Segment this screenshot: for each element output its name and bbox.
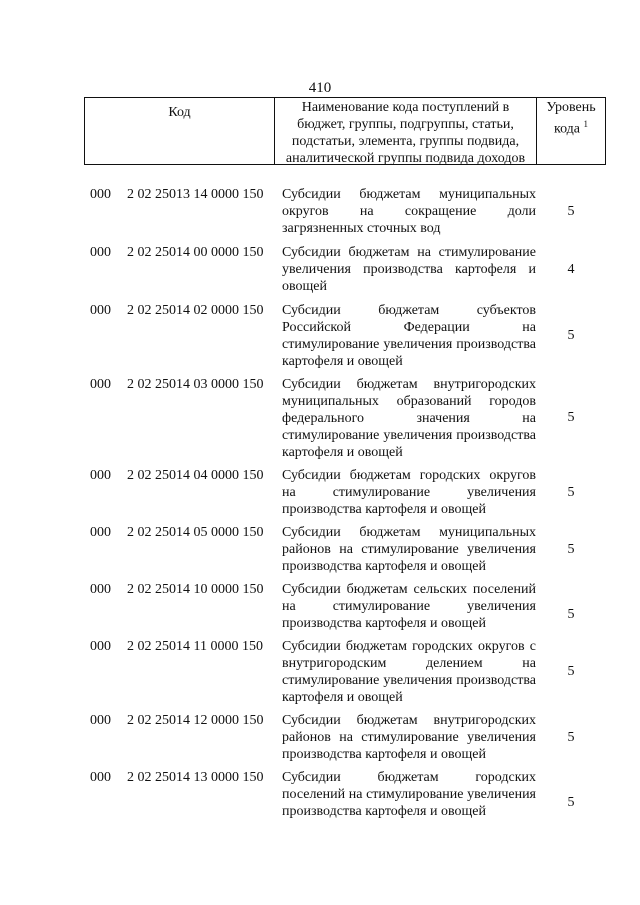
admin-code: 000 <box>90 525 111 540</box>
header-level-line <box>537 116 605 138</box>
income-name: Субсидии бюджетам субъектов Российской Федерации на стимулирование увеличения производства картофеля и овощей <box>282 303 536 369</box>
code-level: 5 <box>567 328 575 343</box>
admin-code: 000 <box>90 468 111 483</box>
table-row <box>0 376 640 461</box>
code-level: 5 <box>567 730 575 745</box>
admin-code: 000 <box>90 639 111 654</box>
admin-code: 000 <box>90 303 111 318</box>
table-row <box>0 302 640 370</box>
income-code: 2 02 25014 00 0000 150 <box>127 245 264 260</box>
income-name: Субсидии бюджетам городских округов на стимулирование увеличения производства картофеля и овощей <box>282 468 536 517</box>
admin-code: 000 <box>90 582 111 597</box>
income-name: Субсидии бюджетам муниципальных районов на стимулирование увеличения производства картофеля и овощей <box>282 525 536 574</box>
code-level: 5 <box>567 795 575 810</box>
table-row <box>0 244 640 295</box>
footnote-marker: 1 <box>583 119 589 129</box>
table-row <box>0 581 640 632</box>
income-code: 2 02 25014 10 0000 150 <box>127 582 264 597</box>
header-level <box>537 98 605 164</box>
income-code: 2 02 25014 04 0000 150 <box>127 468 264 483</box>
admin-code: 000 <box>90 713 111 728</box>
income-code: 2 02 25013 14 0000 150 <box>127 187 264 202</box>
code-level: 4 <box>567 262 575 277</box>
table-row <box>0 712 640 763</box>
income-code: 2 02 25014 02 0000 150 <box>127 303 264 318</box>
income-name: Субсидии бюджетам внутригородских муниципальных образований городов федерального значения на стимулирование увеличения производства картофеля и овощей <box>282 377 536 460</box>
table-row <box>0 186 640 237</box>
income-name: Субсидии бюджетам внутригородских районов на стимулирование увеличения производства картофеля и овощей <box>282 713 536 762</box>
admin-code: 000 <box>90 377 111 392</box>
income-name: Субсидии бюджетам на стимулирование увеличения производства картофеля и овощей <box>282 245 536 294</box>
income-name: Субсидии бюджетам городских округов с внутригородским делением на стимулирование увеличения производства картофеля и овощей <box>282 639 536 705</box>
header-name-line: аналитической группы подвида доходов <box>285 151 526 166</box>
header-name <box>275 98 537 164</box>
header-level-word: кода <box>553 121 581 137</box>
table-body <box>0 186 640 820</box>
admin-code: 000 <box>90 187 111 202</box>
income-name: Субсидии бюджетам муниципальных округов на сокращение доли загрязненных сточных вод <box>282 187 536 236</box>
table-header <box>84 97 606 165</box>
header-name-line: подстатьи, элемента, группы подвида, <box>291 134 520 149</box>
table-row <box>0 638 640 706</box>
admin-code: 000 <box>90 770 111 785</box>
income-code: 2 02 25014 13 0000 150 <box>127 770 264 785</box>
income-code: 2 02 25014 12 0000 150 <box>127 713 264 728</box>
income-name: Субсидии бюджетам сельских поселений на стимулирование увеличения производства картофеля и овощей <box>282 582 536 631</box>
header-level-line: Уровень <box>546 100 596 115</box>
income-code: 2 02 25014 05 0000 150 <box>127 525 264 540</box>
income-name: Субсидии бюджетам городских поселений на стимулирование увеличения производства картофеля и овощей <box>282 770 536 819</box>
code-level: 5 <box>567 542 575 557</box>
code-level: 5 <box>567 664 575 679</box>
admin-code: 000 <box>90 245 111 260</box>
code-level: 5 <box>567 410 575 425</box>
table-row <box>0 769 640 820</box>
code-level: 5 <box>567 485 575 500</box>
income-code: 2 02 25014 03 0000 150 <box>127 377 264 392</box>
page-number: 410 <box>308 80 332 96</box>
header-name-line: Наименование кода поступлений в <box>301 100 510 115</box>
table-row <box>0 524 640 575</box>
code-level: 5 <box>567 204 575 219</box>
header-code: Код <box>85 98 275 164</box>
income-code: 2 02 25014 11 0000 150 <box>127 639 263 654</box>
code-level: 5 <box>567 607 575 622</box>
header-name-line: бюджет, группы, подгруппы, статьи, <box>297 117 514 132</box>
table-row <box>0 467 640 518</box>
